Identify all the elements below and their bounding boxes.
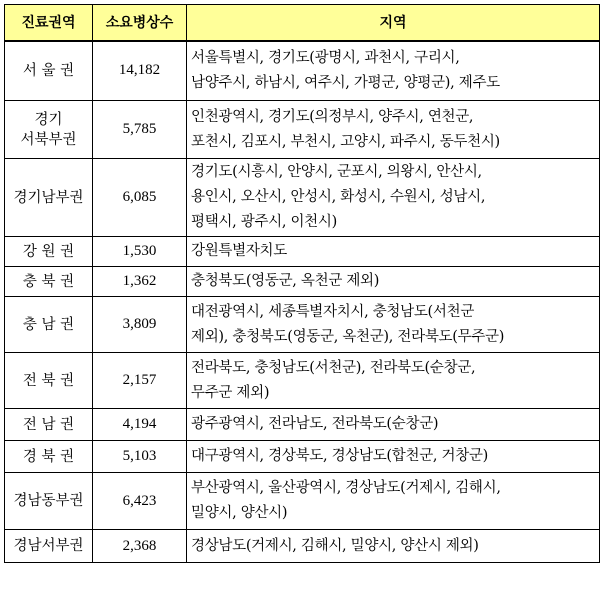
beds-cell: 6,085 <box>93 159 187 237</box>
beds-cell: 14,182 <box>93 41 187 101</box>
hospital-bed-region-table <box>4 4 600 563</box>
beds-cell: 1,362 <box>93 267 187 297</box>
table-row <box>5 101 600 159</box>
table-row <box>5 353 600 409</box>
area-cell: 인천광역시, 경기도(의정부시, 양주시, 연천군, 포천시, 김포시, 부천시, 고양시, 파주시, 동두천시) <box>187 101 600 159</box>
table-row <box>5 409 600 441</box>
header-row <box>5 5 600 41</box>
region-cell: 충 북 권 <box>5 267 93 297</box>
table-row <box>5 41 600 101</box>
table-row <box>5 530 600 563</box>
area-cell: 부산광역시, 울산광역시, 경상남도(거제시, 김해시, 밀양시, 양산시) <box>187 473 600 530</box>
header-area: 지역 <box>187 5 600 41</box>
area-cell: 강원특별자치도 <box>187 237 600 267</box>
region-cell: 경기 서북부권 <box>5 101 93 159</box>
table-row <box>5 237 600 267</box>
area-cell: 경기도(시흥시, 안양시, 군포시, 의왕시, 안산시, 용인시, 오산시, 안성시, 화성시, 수원시, 성남시, 평택시, 광주시, 이천시) <box>187 159 600 237</box>
area-cell: 대구광역시, 경상북도, 경상남도(합천군, 거창군) <box>187 441 600 473</box>
region-cell: 경기남부권 <box>5 159 93 237</box>
beds-cell: 3,809 <box>93 297 187 353</box>
table-row <box>5 473 600 530</box>
area-cell: 충청북도(영동군, 옥천군 제외) <box>187 267 600 297</box>
area-cell: 서울특별시, 경기도(광명시, 과천시, 구리시, 남양주시, 하남시, 여주시, 가평군, 양평군), 제주도 <box>187 41 600 101</box>
beds-cell: 2,368 <box>93 530 187 563</box>
region-cell: 경남서부권 <box>5 530 93 563</box>
region-cell: 전 북 권 <box>5 353 93 409</box>
beds-cell: 6,423 <box>93 473 187 530</box>
header-region: 진료권역 <box>5 5 93 41</box>
region-cell: 전 남 권 <box>5 409 93 441</box>
area-cell: 경상남도(거제시, 김해시, 밀양시, 양산시 제외) <box>187 530 600 563</box>
area-cell: 대전광역시, 세종특별자치시, 충청남도(서천군 제외), 충청북도(영동군, 옥천군), 전라북도(무주군) <box>187 297 600 353</box>
table-row <box>5 267 600 297</box>
area-cell: 광주광역시, 전라남도, 전라북도(순창군) <box>187 409 600 441</box>
header-beds: 소요병상수 <box>93 5 187 41</box>
table-row <box>5 441 600 473</box>
beds-cell: 1,530 <box>93 237 187 267</box>
region-cell: 충 남 권 <box>5 297 93 353</box>
region-cell: 강 원 권 <box>5 237 93 267</box>
beds-cell: 5,785 <box>93 101 187 159</box>
table-row <box>5 159 600 237</box>
area-cell: 전라북도, 충청남도(서천군), 전라북도(순창군, 무주군 제외) <box>187 353 600 409</box>
region-cell: 서 울 권 <box>5 41 93 101</box>
region-cell: 경남동부권 <box>5 473 93 530</box>
beds-cell: 5,103 <box>93 441 187 473</box>
beds-cell: 4,194 <box>93 409 187 441</box>
region-cell: 경 북 권 <box>5 441 93 473</box>
table-row <box>5 297 600 353</box>
beds-cell: 2,157 <box>93 353 187 409</box>
